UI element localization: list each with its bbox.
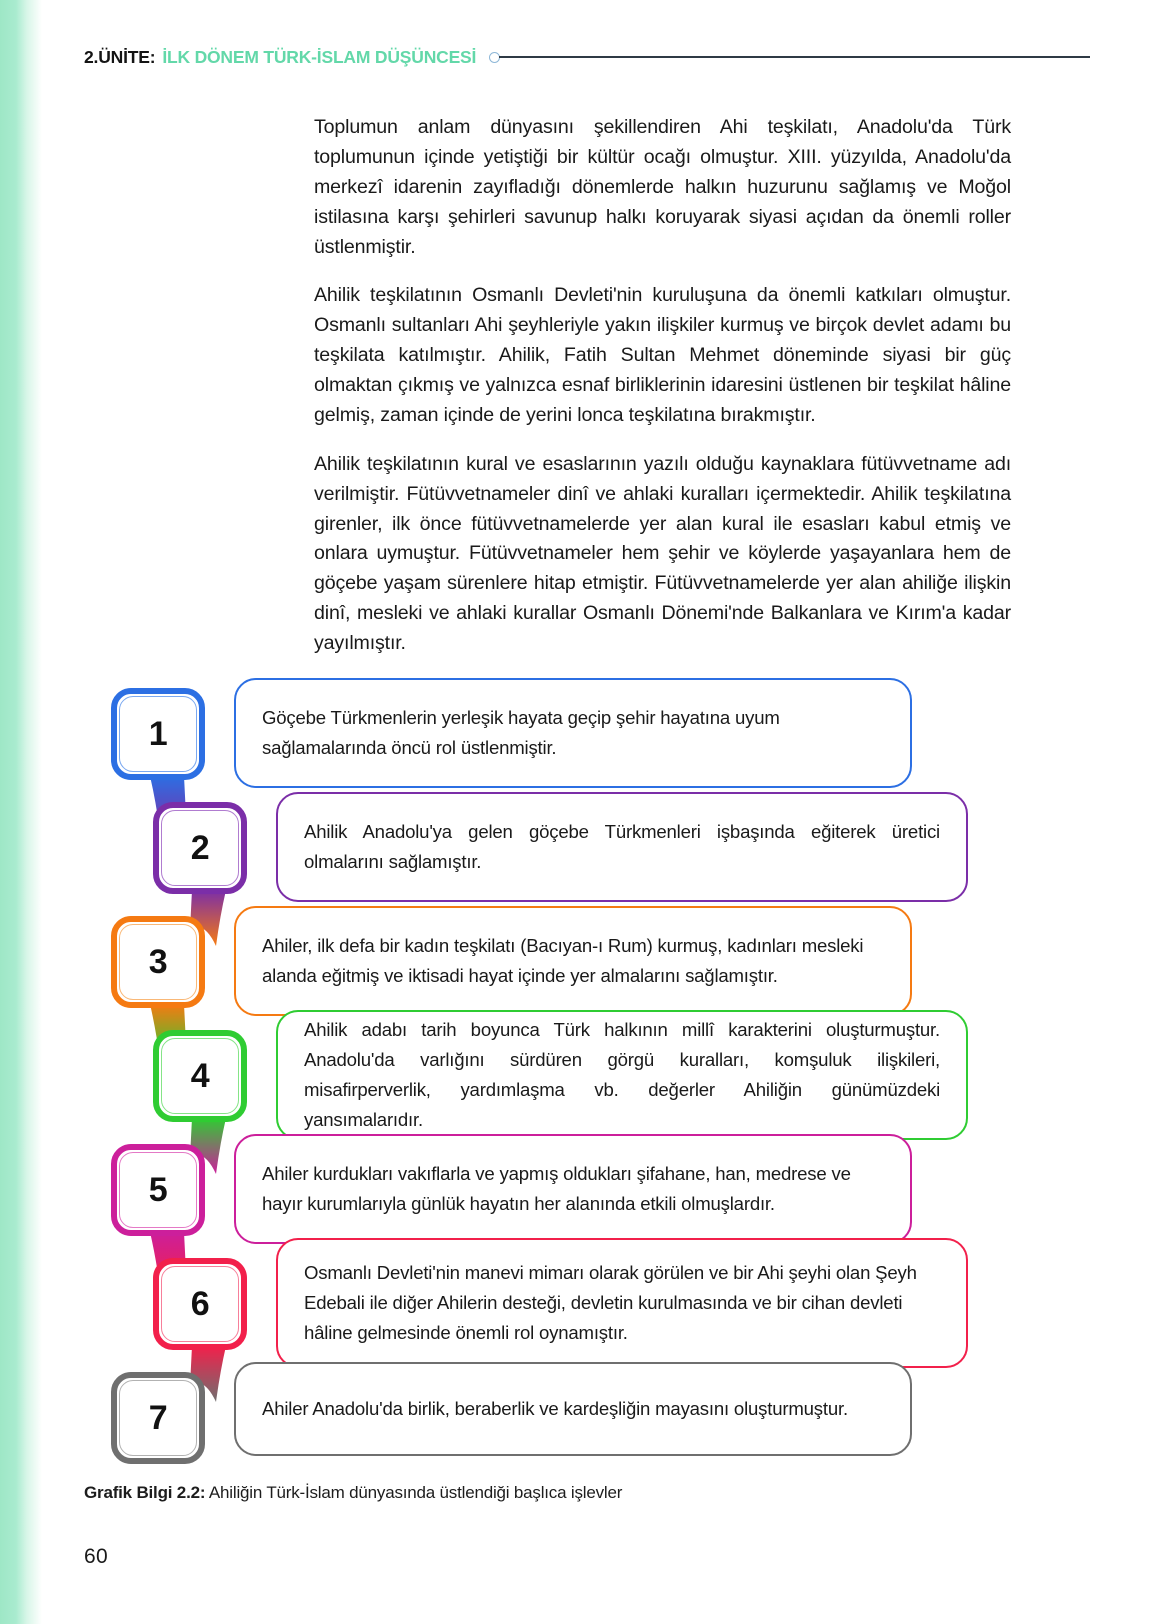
chain-text: Osmanlı Devleti'nin manevi mimarı olarak görülen ve bir Ahi şeyhi olan Şeyh Edebali ile diğer Ahilerin desteği, devletin kurulmasında ve bir cihan devleti hâline gelmesinde önemli rol oynamıştır. [304,1261,917,1344]
chain-number-box-5[interactable] [111,1144,205,1236]
body-prose [314,113,1011,659]
unit-title-label: İLK DÖNEM TÜRK-İSLAM DÜŞÜNCESİ [162,46,477,67]
figure-caption-text: Ahiliğin Türk-İslam dünyasında üstlendiği başlıca işlevler [205,1483,623,1502]
header-rule-divider [499,56,1090,58]
chain-text: Ahiler, ilk defa bir kadın teşkilatı (Bacıyan-ı Rum) kurmuş, kadınları mesleki alanda eğitmiş ve iktisadi hayat içinde yer almalarını sağlamıştır. [262,934,864,986]
chain-number-box-4[interactable] [153,1030,247,1122]
chain-text-box-2 [276,792,968,902]
figure-caption [84,1483,1044,1503]
chain-text: Göçebe Türkmenlerin yerleşik hayata geçip şehir hayatına uyum sağlamalarında öncü rol üstlenmiştir. [262,706,780,758]
chain-number-box-2[interactable] [153,802,247,894]
chain-text: Ahiler Anadolu'da birlik, beraberlik ve kardeşliğin mayasını oluşturmuştur. [262,1397,848,1419]
paragraph: Toplumun anlam dünyasını şekillendiren Ahi teşkilatı, Anadolu'da Türk toplumunun içinde yetiştiği bir kültür ocağı olmuştur. XIII. yüzyılda, Anadolu'da merkezî idarenin zayıfladığı dönemlerde halkın huzurunu sağlamış ve Moğol istilasına karşı şehirleri savunup halkı koruyarak siyasi açıdan da önemli roller üstlenmiştir. [314,116,1011,258]
chain-number-box-1[interactable] [111,688,205,780]
chain-number-label: 3 [148,943,168,981]
chain-text-box-3 [234,906,912,1016]
chain-number-box-7[interactable] [111,1372,205,1464]
chain-number-label: 6 [190,1285,210,1323]
chain-number-label: 4 [190,1057,210,1095]
chain-text: Ahilik Anadolu'ya gelen göçebe Türkmenleri işbaşında eğiterek üretici olmalarını sağlamıştır. [304,820,940,872]
figure-caption-label: Grafik Bilgi 2.2: [84,1483,206,1502]
chain-text-box-7 [234,1362,912,1456]
chain-number-label: 7 [148,1399,168,1437]
chain-number-box-6[interactable] [153,1258,247,1350]
chain-diagram [0,668,1152,1438]
page-number: 60 [84,1545,108,1568]
chain-number-box-3[interactable] [111,916,205,1008]
chain-number-label: 2 [190,829,210,867]
chain-text-box-5 [234,1134,912,1244]
chain-text: Ahiler kurdukları vakıflarla ve yapmış oldukları şifahane, han, medrese ve hayır kurumlarıyla günlük hayatın her alanında etkili olmuşlardır. [262,1162,851,1214]
running-header [84,40,1090,74]
unit-number-label: 2.ÜNİTE: [84,46,156,67]
paragraph: Ahilik teşkilatının kural ve esaslarının yazılı olduğu kaynaklara fütüvvetname adı verilmiştir. Fütüvvetnameler dinî ve ahlaki kuralları içermektedir. Ahilik teşkilatına girenler, ilk önce fütüvvetnamelerde yer alan kural ile esasları kabul etmiş ve onlara uymuştur. Fütüvvetnameler hem şehir ve köylerde yaşayanlara hem de göçebe yaşam sürenlere hitap etmiştir. Fütüvvetnamelerde yer alan ahiliğe ilişkin dinî, mesleki ve ahlaki kurallar Osmanlı Dönemi'nde Balkanlara ve Kırım'a kadar yayılmıştır. [314,452,1011,654]
chain-number-label: 1 [148,715,168,753]
chain-text-box-6 [276,1238,968,1368]
chain-text-box-4 [276,1010,968,1140]
chain-text: Ahilik adabı tarih boyunca Türk halkının millî karakterini oluşturmuştur. Anadolu'da varlığını sürdüren görgü kuralları, komşuluk ilişkileri, misafirperverlik, yardımlaşma vb. değerler Ahiliğin günümüzdeki yansımalarıdır. [304,1018,940,1131]
paragraph: Ahilik teşkilatının Osmanlı Devleti'nin kuruluşuna da önemli katkıları olmuştur. Osmanlı sultanları Ahi şeyhleriyle yakın ilişkiler kurmuş ve birçok devlet adamı bu teşkilata katılmıştır. Ahilik, Fatih Sultan Mehmet döneminde siyasi bir güç olmaktan çıkmış ve yalnızca esnaf birliklerinin idaresini üstlenen bir teşkilat hâline gelmiş, zaman içinde de yerini lonca teşkilatına bırakmıştır. [314,284,1011,426]
chain-number-label: 5 [148,1171,168,1209]
chain-text-box-1 [234,678,912,788]
